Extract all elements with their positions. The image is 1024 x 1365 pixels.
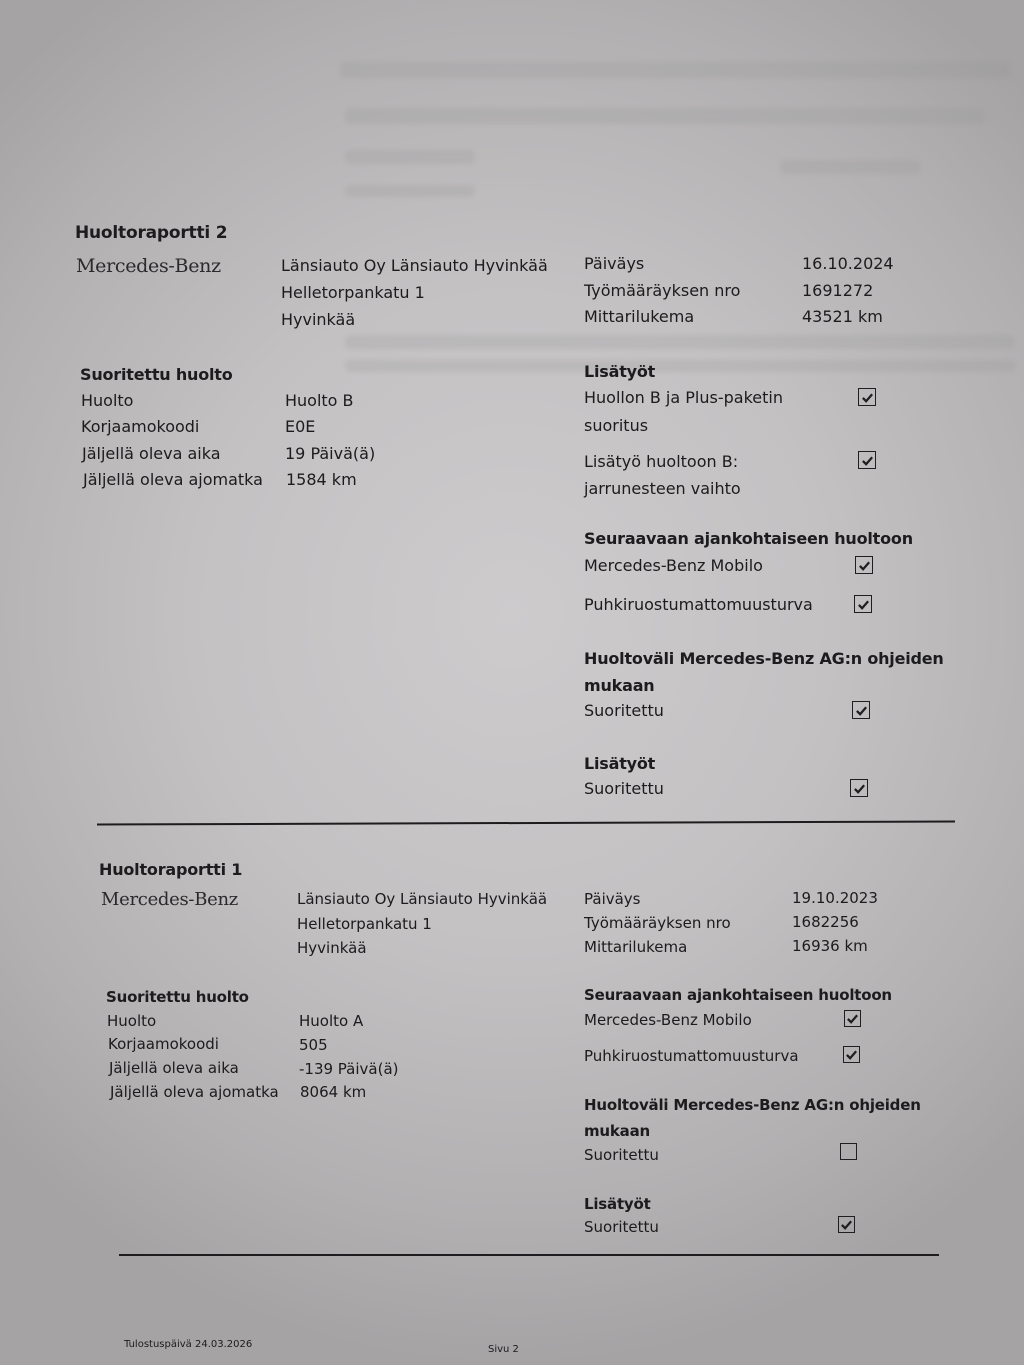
bleed-through-smudge xyxy=(345,108,985,124)
dealer-name: Länsiauto Oy Länsiauto Hyvinkää xyxy=(297,890,548,908)
row-value-distance-left: 8064 km xyxy=(300,1083,367,1101)
meta-label-date: Päiväys xyxy=(584,254,645,273)
checkbox-checked[interactable] xyxy=(858,388,876,406)
checkbox-checked[interactable] xyxy=(852,701,870,719)
row-value-workshop-code: 505 xyxy=(299,1036,328,1054)
performed-heading: Suoritettu huolto xyxy=(80,365,233,384)
checkbox-checked[interactable] xyxy=(844,1010,861,1027)
extra-done-heading: Lisätyöt xyxy=(584,754,656,773)
bleed-through-smudge xyxy=(345,150,475,164)
checkbox-checked[interactable] xyxy=(843,1046,860,1063)
dealer-street: Helletorpankatu 1 xyxy=(281,283,425,302)
meta-label-date: Päiväys xyxy=(584,890,641,908)
meta-label-work-order: Työmääräyksen nro xyxy=(584,914,731,932)
next-service-heading: Seuraavaan ajankohtaiseen huoltoon xyxy=(584,529,913,548)
row-label-workshop-code: Korjaamokoodi xyxy=(81,417,200,436)
checkbox-checked[interactable] xyxy=(855,556,873,574)
row-value-time-left: -139 Päivä(ä) xyxy=(299,1060,399,1078)
row-value-time-left: 19 Päivä(ä) xyxy=(285,444,376,463)
row-label-time-left: Jäljellä oleva aika xyxy=(109,1059,239,1077)
section-divider xyxy=(119,1254,939,1256)
dealer-name: Länsiauto Oy Länsiauto Hyvinkää xyxy=(281,256,548,275)
report-title: Huoltoraportti 2 xyxy=(75,223,228,243)
extra-work-item-1-line1: Huollon B ja Plus-paketin xyxy=(584,388,783,407)
checkmark-icon xyxy=(853,782,866,795)
checkmark-icon xyxy=(840,1218,853,1231)
checkmark-icon xyxy=(857,598,870,611)
checkmark-icon xyxy=(861,391,874,404)
checkbox-checked[interactable] xyxy=(854,595,872,613)
checkmark-icon xyxy=(846,1012,859,1025)
bleed-through-smudge xyxy=(345,185,475,197)
extra-work-item-1-line2: suoritus xyxy=(584,416,649,435)
checkmark-icon xyxy=(845,1048,858,1061)
next-service-mobilo-label: Mercedes-Benz Mobilo xyxy=(584,1011,752,1029)
meta-value-date: 19.10.2023 xyxy=(792,889,878,907)
row-value-service: Huolto B xyxy=(285,391,354,410)
checkbox-checked[interactable] xyxy=(850,779,868,797)
extra-work-heading: Lisätyöt xyxy=(584,362,656,381)
row-value-workshop-code: E0E xyxy=(285,417,316,436)
checkbox-unchecked[interactable] xyxy=(840,1143,857,1160)
interval-heading-line2: mukaan xyxy=(584,1122,651,1140)
extra-done-heading: Lisätyöt xyxy=(584,1195,651,1213)
row-label-distance-left: Jäljellä oleva ajomatka xyxy=(110,1083,279,1101)
performed-heading: Suoritettu huolto xyxy=(106,988,249,1006)
report-title: Huoltoraportti 1 xyxy=(99,860,243,879)
interval-heading-line1: Huoltoväli Mercedes-Benz AG:n ohjeiden xyxy=(584,649,944,668)
row-label-service: Huolto xyxy=(81,391,134,410)
checkmark-icon xyxy=(858,559,871,572)
interval-label: Suoritettu xyxy=(584,701,664,720)
meta-label-work-order: Työmääräyksen nro xyxy=(584,281,741,300)
bleed-through-smudge xyxy=(780,160,920,174)
row-label-workshop-code: Korjaamokoodi xyxy=(108,1035,219,1053)
extra-done-label: Suoritettu xyxy=(584,1218,659,1236)
interval-heading-line2: mukaan xyxy=(584,676,655,695)
bleed-through-smudge xyxy=(340,62,1010,78)
row-label-service: Huolto xyxy=(107,1012,157,1030)
bleed-through-smudge xyxy=(345,335,1015,349)
extra-work-item-2-line2: jarrunesteen vaihto xyxy=(584,479,741,498)
next-service-mobilo-label: Mercedes-Benz Mobilo xyxy=(584,556,763,575)
meta-value-odometer: 16936 km xyxy=(792,937,868,955)
row-value-distance-left: 1584 km xyxy=(286,470,357,489)
row-value-service: Huolto A xyxy=(299,1012,364,1030)
meta-value-date: 16.10.2024 xyxy=(802,254,894,273)
brand-name: Mercedes-Benz xyxy=(76,255,221,277)
row-label-distance-left: Jäljellä oleva ajomatka xyxy=(83,470,263,489)
dealer-city: Hyvinkää xyxy=(297,939,367,957)
meta-label-odometer: Mittarilukema xyxy=(584,938,688,956)
next-service-rust-label: Puhkiruostumattomuusturva xyxy=(584,595,813,614)
checkmark-icon xyxy=(855,704,868,717)
page-number: Sivu 2 xyxy=(488,1344,519,1355)
brand-name: Mercedes-Benz xyxy=(101,889,238,910)
meta-value-work-order: 1682256 xyxy=(792,913,859,931)
section-divider xyxy=(97,821,955,826)
extra-done-label: Suoritettu xyxy=(584,779,664,798)
interval-heading-line1: Huoltoväli Mercedes-Benz AG:n ohjeiden xyxy=(584,1096,921,1114)
next-service-heading: Seuraavaan ajankohtaiseen huoltoon xyxy=(584,986,892,1004)
next-service-rust-label: Puhkiruostumattomuusturva xyxy=(584,1047,799,1065)
print-date: Tulostuspäivä 24.03.2026 xyxy=(124,1339,253,1350)
interval-label: Suoritettu xyxy=(584,1146,659,1164)
row-label-time-left: Jäljellä oleva aika xyxy=(82,444,221,463)
meta-value-odometer: 43521 km xyxy=(802,307,883,326)
bleed-through-smudge xyxy=(345,360,1015,372)
meta-value-work-order: 1691272 xyxy=(802,281,874,300)
dealer-city: Hyvinkää xyxy=(281,310,356,329)
checkbox-checked[interactable] xyxy=(838,1216,855,1233)
meta-label-odometer: Mittarilukema xyxy=(584,307,695,326)
dealer-street: Helletorpankatu 1 xyxy=(297,915,432,933)
extra-work-item-2-line1: Lisätyö huoltoon B: xyxy=(584,452,739,471)
checkmark-icon xyxy=(861,454,874,467)
checkbox-checked[interactable] xyxy=(858,451,876,469)
